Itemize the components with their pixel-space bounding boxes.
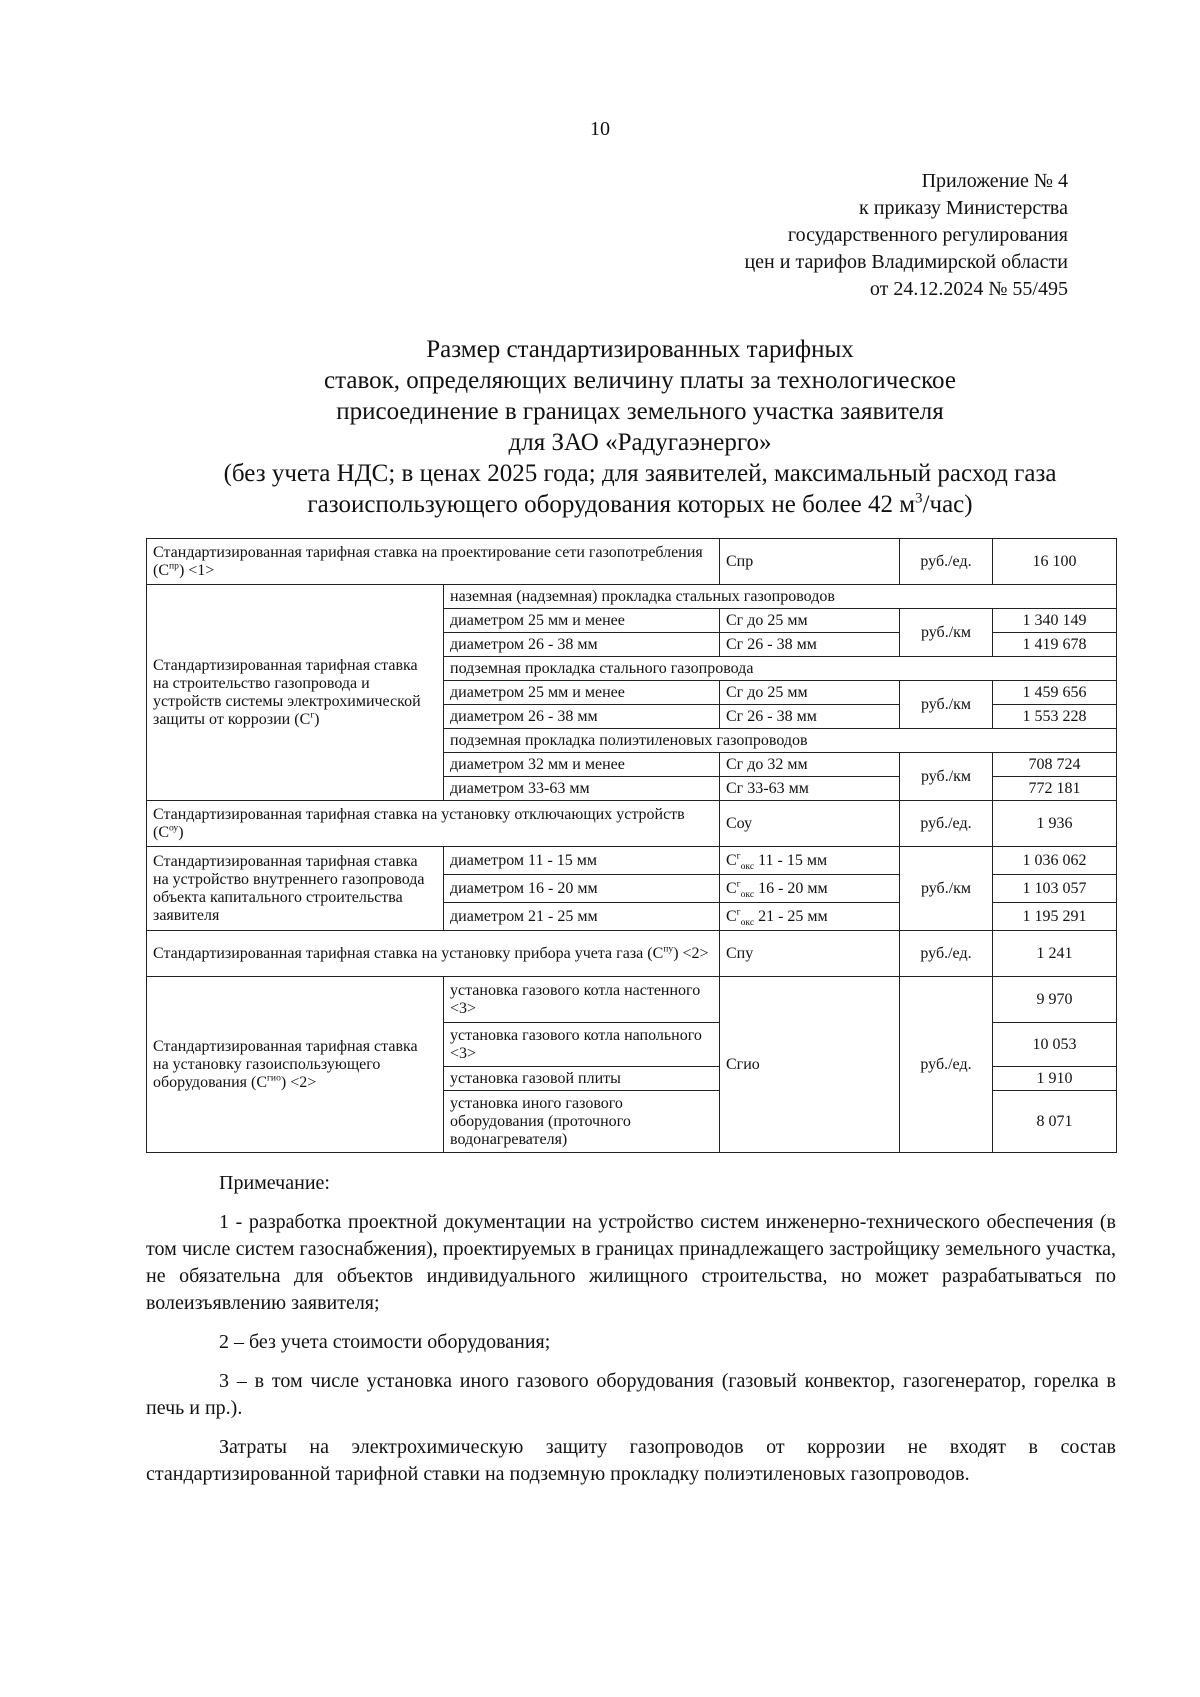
rate-value: 16 100 bbox=[993, 539, 1117, 585]
rate-unit: руб./км bbox=[900, 609, 993, 657]
rate-code: $С^г_{окс}$ 11 - 15 мм bbox=[720, 847, 900, 875]
rate-label: Стандартизированная тарифная ставка на проектирование сети газопотребления $(С^{пр}) <1>$ bbox=[147, 539, 720, 585]
rate-code: Сг 33-63 мм bbox=[720, 777, 900, 801]
rate-value: 708 724 bbox=[993, 753, 1117, 777]
diameter-cell: диаметром 26 - 38 мм bbox=[444, 633, 720, 657]
tariff-table bbox=[146, 538, 1117, 1153]
group-header: подземная прокладка стального газопровода bbox=[444, 657, 1117, 681]
rate-unit: руб./ед. bbox=[900, 931, 993, 977]
rate-code: Соу bbox=[720, 801, 900, 847]
rate-value: 1 553 228 bbox=[993, 705, 1117, 729]
rate-code: Сг 26 - 38 мм bbox=[720, 705, 900, 729]
rate-value: 1 936 bbox=[993, 801, 1117, 847]
group-header: подземная прокладка полиэтиленовых газопроводов bbox=[444, 729, 1117, 753]
rate-value: 1 103 057 bbox=[993, 875, 1117, 903]
rate-value: 1 340 149 bbox=[993, 609, 1117, 633]
table-row bbox=[147, 931, 1117, 977]
title-line: для ЗАО «Радугаэнерго» bbox=[508, 429, 772, 456]
appendix-line: к приказу Министерства bbox=[859, 197, 1068, 219]
diameter-cell: диаметром 25 мм и менее bbox=[444, 609, 720, 633]
appendix-line: от 24.12.2024 № 55/495 bbox=[869, 278, 1068, 300]
rate-code: Спр bbox=[720, 539, 900, 585]
diameter-cell: диаметром 32 мм и менее bbox=[444, 753, 720, 777]
appendix-line: Приложение № 4 bbox=[921, 170, 1068, 192]
rate-unit: руб./км bbox=[900, 681, 993, 729]
equipment-cell: установка иного газового оборудования (проточного водонагревателя) bbox=[444, 1091, 720, 1153]
rate-label: Стандартизированная тарифная ставка на установку прибора учета газа $(С^{пу}) <2>$ bbox=[147, 931, 720, 977]
rate-code: Спу bbox=[720, 931, 900, 977]
appendix-line: цен и тарифов Владимирской области bbox=[744, 251, 1068, 273]
title-text: газоиспользующего оборудования которых не более 42 м bbox=[307, 491, 916, 518]
rate-code: Сгио bbox=[720, 977, 900, 1153]
diameter-cell: диаметром 16 - 20 мм bbox=[444, 875, 720, 903]
rate-value: 772 181 bbox=[993, 777, 1117, 801]
rate-code: $С^г_{окс}$ 16 - 20 мм bbox=[720, 875, 900, 903]
appendix-header bbox=[744, 168, 1068, 303]
rate-unit: руб./км bbox=[900, 753, 993, 801]
rate-code: Сг 26 - 38 мм bbox=[720, 633, 900, 657]
note-item: 2 – без учета стоимости оборудования; bbox=[219, 1331, 551, 1353]
rate-value: 1 459 656 bbox=[993, 681, 1117, 705]
rate-label: Стандартизированная тарифная ставка на установку отключающих устройств $(С^{оу})$ bbox=[147, 801, 720, 847]
table-row bbox=[147, 847, 1117, 875]
title-line: присоединение в границах земельного участка заявителя bbox=[336, 398, 944, 425]
rate-code: Сг до 32 мм bbox=[720, 753, 900, 777]
document-title bbox=[120, 334, 1160, 520]
table-row bbox=[147, 801, 1117, 847]
rate-value: 9 970 bbox=[993, 977, 1117, 1023]
note-item: 1 - разработка проектной документации на устройство систем инженерно-технического обеспечения (в том числе систем газоснабжения), проектируемых в границах принадлежащего застройщику земельного участка, не обязательна для объектов индивидуального жилищного строительства, но может разрабатываться по волеизъявлению заявителя; bbox=[146, 1211, 1116, 1314]
diameter-cell: диаметром 33-63 мм bbox=[444, 777, 720, 801]
note-item: 3 – в том числе установка иного газового оборудования (газовый конвектор, газогенератор, горелка в печь и пр.). bbox=[146, 1370, 1116, 1419]
appendix-line: государственного регулирования bbox=[787, 224, 1068, 246]
rate-label: Стандартизированная тарифная ставка на установку газоиспользующего оборудования $(С^{гио}) <2>$ bbox=[147, 977, 444, 1153]
group-header: наземная (надземная) прокладка стальных газопроводов bbox=[444, 585, 1117, 609]
rate-value: 1 195 291 bbox=[993, 903, 1117, 931]
notes-heading: Примечание: bbox=[219, 1172, 330, 1194]
diameter-cell: диаметром 26 - 38 мм bbox=[444, 705, 720, 729]
equipment-cell: установка газовой плиты bbox=[444, 1067, 720, 1091]
rate-code: Сг до 25 мм bbox=[720, 609, 900, 633]
rate-label: Стандартизированная тарифная ставка на строительство газопровода и устройств системы электрохимической защиты от коррозии $(С^г)$ bbox=[147, 585, 444, 801]
rate-code: $С^г_{окс}$ 21 - 25 мм bbox=[720, 903, 900, 931]
diameter-cell: диаметром 25 мм и менее bbox=[444, 681, 720, 705]
rate-unit: руб./ед. bbox=[900, 539, 993, 585]
title-line: ставок, определяющих величину платы за технологическое bbox=[324, 367, 956, 394]
rate-unit: руб./км bbox=[900, 847, 993, 931]
rate-value: 1 910 bbox=[993, 1067, 1117, 1091]
rate-unit: руб./ед. bbox=[900, 801, 993, 847]
table-row bbox=[147, 977, 1117, 1023]
title-line: (без учета НДС; в ценах 2025 года; для заявителей, максимальный расход газа bbox=[223, 460, 1057, 487]
rate-code: Сг до 25 мм bbox=[720, 681, 900, 705]
rate-value: 8 071 bbox=[993, 1091, 1117, 1153]
rate-unit: руб./ед. bbox=[900, 977, 993, 1153]
title-line bbox=[120, 489, 1160, 520]
equipment-cell: установка газового котла настенного <3> bbox=[444, 977, 720, 1023]
diameter-cell: диаметром 21 - 25 мм bbox=[444, 903, 720, 931]
table-row bbox=[147, 539, 1117, 585]
rate-value: 1 241 bbox=[993, 931, 1117, 977]
rate-value: 1 419 678 bbox=[993, 633, 1117, 657]
rate-value: 10 053 bbox=[993, 1023, 1117, 1067]
notes-section bbox=[146, 1170, 1116, 1488]
rate-value: 1 036 062 bbox=[993, 847, 1117, 875]
equipment-cell: установка газового котла напольного <3> bbox=[444, 1023, 720, 1067]
table-row bbox=[147, 585, 1117, 609]
title-line: Размер стандартизированных тарифных bbox=[426, 336, 854, 363]
diameter-cell: диаметром 11 - 15 мм bbox=[444, 847, 720, 875]
rate-label: Стандартизированная тарифная ставка на устройство внутреннего газопровода объекта капитального строительства заявителя bbox=[147, 847, 444, 931]
page-number: 10 bbox=[590, 118, 610, 140]
title-superscript: 3 bbox=[915, 490, 923, 507]
title-text: /час) bbox=[922, 491, 973, 518]
note-item: Затраты на электрохимическую защиту газопроводов от коррозии не входят в состав стандартизированной тарифной ставки на подземную прокладку полиэтиленовых газопроводов. bbox=[146, 1436, 1116, 1485]
